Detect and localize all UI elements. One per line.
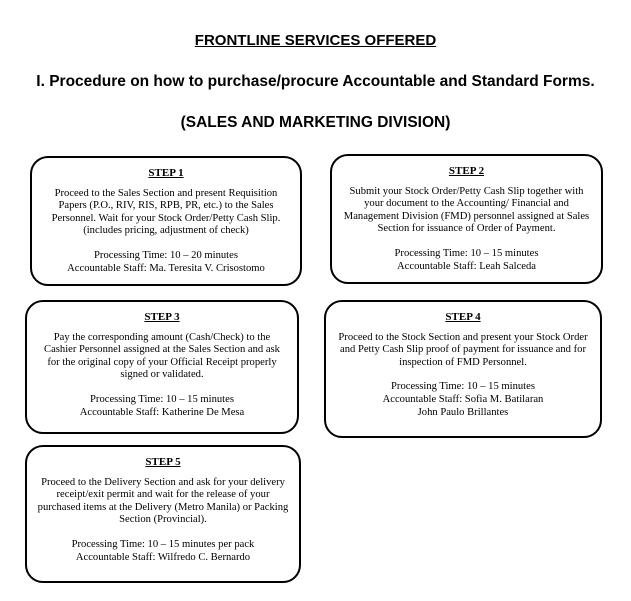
accountable-staff: Accountable Staff: Leah Salceda	[397, 260, 536, 272]
page-title: FRONTLINE SERVICES OFFERED	[194, 32, 437, 49]
step-3-box	[25, 300, 299, 434]
step-5-box	[25, 445, 301, 583]
accountable-staff: Accountable Staff: Sofia M. Batilaran	[382, 393, 544, 405]
accountable-staff: Accountable Staff: Ma. Teresita V. Crisostomo	[67, 262, 265, 274]
step-4-box	[324, 300, 602, 438]
step-label: STEP 5	[145, 456, 181, 468]
processing-time: Processing Time: 10 – 20 minutes	[94, 249, 238, 261]
step-description: Proceed to the Sales Section and present Requisition Papers (P.O., RIV, RIS, RPB, PR, etc.) to the Sales Personnel. Wait for your Stock Order/Petty Cash Slip. (includes pricing, adjustment of check)	[51, 187, 281, 237]
accountable-staff-2: John Paulo Brillantes	[417, 406, 509, 418]
step-2-box	[330, 154, 603, 284]
procedure-heading: I. Procedure on how to purchase/procure Accountable and Standard Forms.	[36, 73, 595, 90]
step-description: Submit your Stock Order/Petty Cash Slip together with your document to the Accounting/ Financial and Management Division (FMD) personnel assigned at Sales Section for issuance of Order of Payment.	[343, 185, 590, 235]
step-description: Proceed to the Delivery Section and ask for your delivery receipt/exit permit and wait for the release of your purchased items at the Delivery (Metro Manila) or Packing Section (Provincial).	[37, 476, 289, 526]
accountable-staff: Accountable Staff: Katherine De Mesa	[79, 406, 245, 418]
processing-time: Processing Time: 10 – 15 minutes	[394, 247, 539, 259]
processing-time: Processing Time: 10 – 15 minutes	[391, 381, 535, 393]
step-description: Pay the corresponding amount (Cash/Check) to the Cashier Personnel assigned at the Sales Section and ask for the original copy of your Official Receipt properly signed or validated.	[44, 331, 280, 381]
step-label: STEP 1	[148, 167, 184, 179]
step-description: Proceed to the Stock Section and present your Stock Order and Petty Cash Slip proof of payment for issuance and for inspection of FMD Personnel.	[338, 331, 588, 368]
step-label: STEP 4	[445, 311, 481, 323]
accountable-staff: Accountable Staff: Wilfredo C. Bernardo	[75, 551, 251, 563]
division-heading: (SALES AND MARKETING DIVISION)	[180, 114, 451, 131]
processing-time: Processing Time: 10 – 15 minutes per pack	[71, 538, 255, 550]
step-1-box	[30, 156, 302, 286]
processing-time: Processing Time: 10 – 15 minutes	[90, 393, 234, 405]
step-label: STEP 3	[144, 311, 180, 323]
step-label: STEP 2	[448, 165, 485, 177]
